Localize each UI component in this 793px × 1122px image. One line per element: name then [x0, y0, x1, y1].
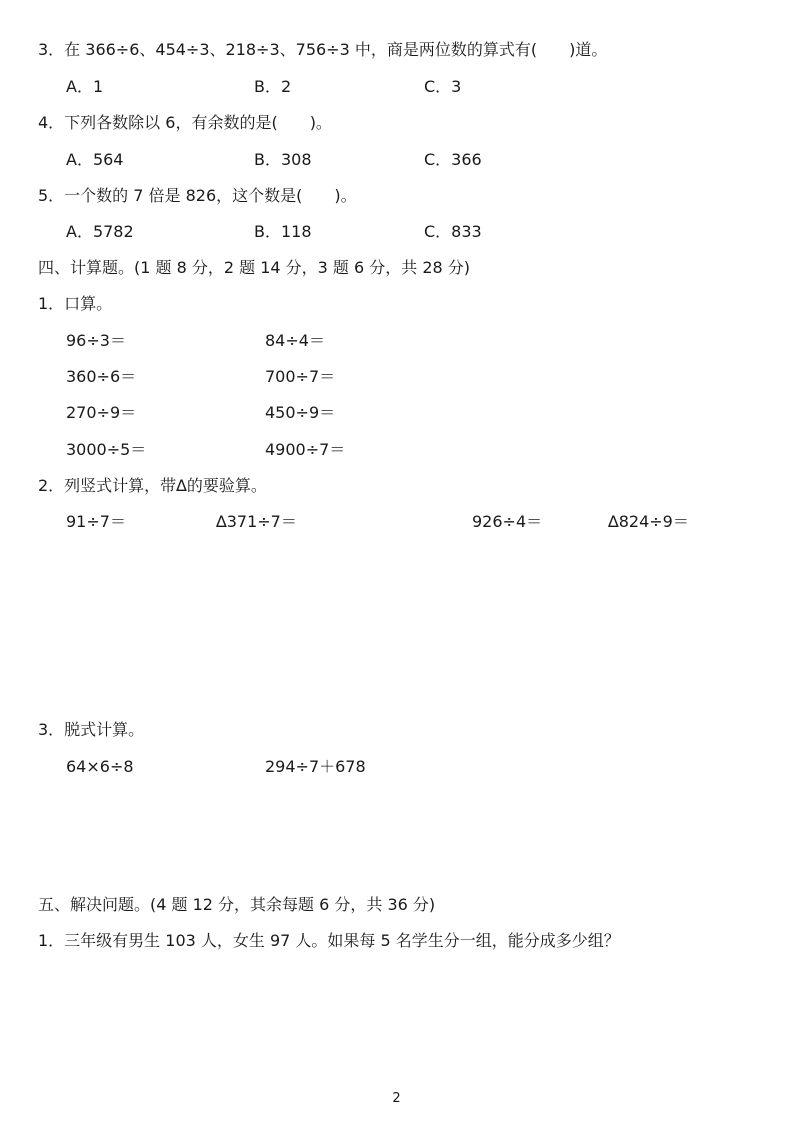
oral-calc-item: 4900÷7＝: [265, 440, 346, 459]
oral-calc-item: 700÷7＝: [265, 367, 336, 386]
question-4-option-a: A．564: [66, 150, 124, 169]
vertical-calc-item: ∆371÷7＝: [216, 512, 297, 531]
section-5-q1: 1．三年级有男生 103 人，女生 97 人。如果每 5 名学生分一组，能分成多少组？: [38, 931, 620, 950]
vertical-calc-item: 926÷4＝: [472, 512, 543, 531]
question-5: 5．一个数的 7 倍是 826，这个数是( )。: [38, 186, 357, 205]
question-4: 4．下列各数除以 6，有余数的是( )。: [38, 113, 332, 132]
question-4-option-b: B．308: [254, 150, 312, 169]
stepwise-calc-item: 64×6÷8: [66, 757, 134, 776]
section-4-heading: 四、计算题。(1 题 8 分，2 题 14 分，3 题 6 分，共 28 分): [38, 258, 471, 277]
question-5-option-a: A．5782: [66, 222, 134, 241]
section-4-q1-title: 1．口算。: [38, 294, 113, 313]
oral-calc-item: 96÷3＝: [66, 331, 126, 350]
question-5-option-c: C．833: [424, 222, 482, 241]
oral-calc-item: 450÷9＝: [265, 403, 336, 422]
oral-calc-item: 360÷6＝: [66, 367, 137, 386]
oral-calc-item: 270÷9＝: [66, 403, 137, 422]
question-3: 3．在 366÷6、454÷3、218÷3、756÷3 中，商是两位数的算式有( )道。: [38, 40, 608, 59]
vertical-calc-item: 91÷7＝: [66, 512, 126, 531]
question-3-option-b: B．2: [254, 77, 292, 96]
question-3-option-c: C．3: [424, 77, 462, 96]
question-3-option-a: A．1: [66, 77, 104, 96]
section-5-heading: 五、解决问题。(4 题 12 分，其余每题 6 分，共 36 分): [38, 895, 436, 914]
question-5-option-b: B．118: [254, 222, 312, 241]
question-4-option-c: C．366: [424, 150, 482, 169]
page-number: 2: [392, 1091, 401, 1106]
stepwise-calc-item: 294÷7＋678: [265, 757, 366, 776]
vertical-calc-item: ∆824÷9＝: [608, 512, 689, 531]
oral-calc-item: 3000÷5＝: [66, 440, 147, 459]
section-4-q3-title: 3．脱式计算。: [38, 720, 145, 739]
oral-calc-item: 84÷4＝: [265, 331, 325, 350]
section-4-q2-title: 2．列竖式计算，带∆的要验算。: [38, 476, 267, 495]
